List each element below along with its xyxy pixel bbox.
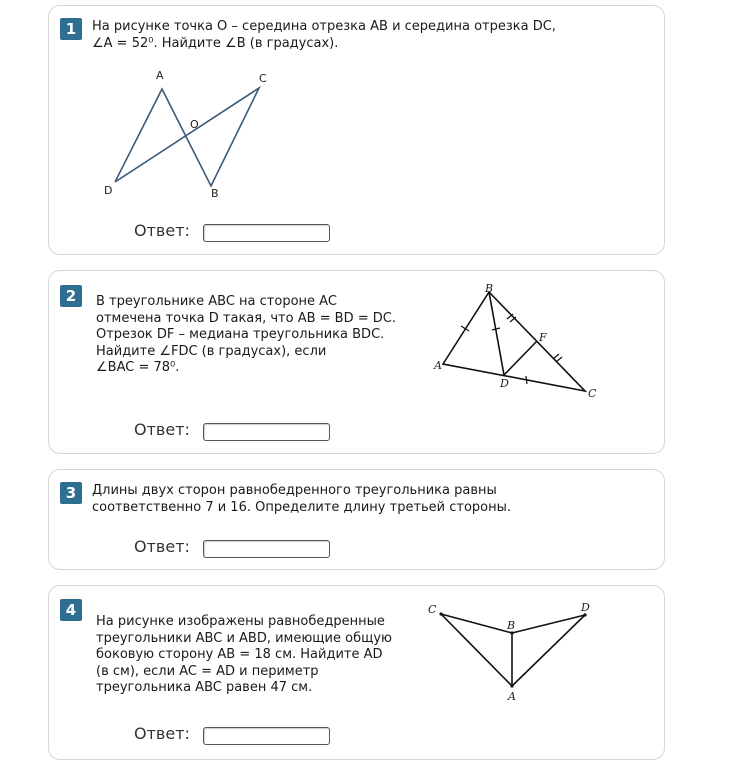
task-number-badge: 1 [60, 18, 82, 40]
task-text: На рисунке изображены равнобедренные треугольники ABC и ABD, имеющие общую боковую сторону AB = 18 см. Найдите AD (в см), если AC = AD и периметр треугольника ABC равен 47 см. [96, 614, 392, 695]
label-F: F [539, 331, 547, 344]
task-card-2 [48, 270, 665, 454]
label-A: A [434, 359, 442, 372]
answer-input[interactable] [203, 540, 330, 558]
task-card-4 [48, 585, 665, 760]
label-A: A [508, 690, 516, 703]
answer-label: Ответ: [134, 724, 190, 743]
label-D: D [104, 184, 113, 197]
answer-label: Ответ: [134, 420, 190, 439]
task-text: На рисунке точка О – середина отрезка АВ и середина отрезка DC, ∠A = 52⁰. Найдите ∠B (в градусах). [92, 19, 556, 51]
label-C: C [428, 603, 437, 616]
answer-label: Ответ: [134, 221, 190, 240]
figure-crossed-segments [49, 6, 666, 256]
label-C: C [588, 387, 597, 400]
label-D: D [581, 601, 590, 614]
task-number-badge: 3 [60, 482, 82, 504]
label-D: D [500, 377, 509, 390]
label-A: A [156, 69, 164, 82]
task-number-badge: 4 [60, 599, 82, 621]
task-number-badge: 2 [60, 285, 82, 307]
task-card-3 [48, 469, 665, 570]
task-text: Длины двух сторон равнобедренного треугольника равны соответственно 7 и 16. Определите длину третьей стороны. [92, 483, 512, 515]
label-O: O [190, 118, 199, 131]
label-B: B [211, 187, 219, 200]
label-B: B [485, 282, 494, 295]
answer-label: Ответ: [134, 537, 190, 556]
label-B: B [507, 619, 516, 632]
answer-input[interactable] [203, 423, 330, 441]
task-card-1 [48, 5, 665, 255]
label-C: C [259, 72, 267, 85]
answer-input[interactable] [203, 727, 330, 745]
task-text: В треугольнике ABC на стороне AC отмечена точка D такая, что AB = BD = DC. Отрезок DF – медиана треугольника BDC. Найдите ∠FDC (в градусах), если ∠BAC = 78⁰. [96, 294, 396, 375]
answer-input[interactable] [203, 224, 330, 242]
